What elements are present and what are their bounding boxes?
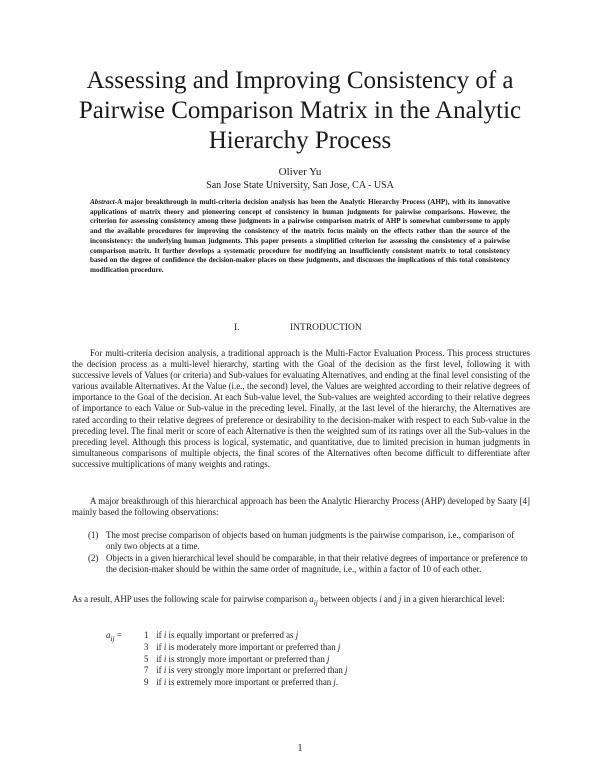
list-item-text: Objects in a given hierarchical level should be comparable, in that their relative degrees of importance or preference to the decision-maker should be within the same order of magnitude, i.e., within a factor of 10 of each other. — [106, 553, 528, 575]
list-item — [72, 553, 530, 575]
section-name: INTRODUCTION — [290, 323, 362, 333]
symbol-i: i — [379, 594, 382, 604]
symbol-j: j — [398, 594, 402, 604]
paper-title: Assessing and Improving Consistency of a Pairwise Comparison Matrix in the Analytic Hierarchy Process — [78, 67, 522, 154]
observations-list — [72, 530, 530, 576]
subscript-ij: ij — [313, 597, 318, 607]
author-affiliation: San Jose State University, San Jose, CA - USA — [206, 180, 394, 191]
author-name: Oliver Yu — [278, 166, 322, 178]
scale-row: 3 if i is moderately more important or preferred than j — [144, 641, 341, 652]
list-marker: (2) — [88, 553, 99, 564]
abstract-text: -A major breakthrough in multi-criteria decision analysis has been the Analytic Hierarchy Process (AHP), with its innovative applications of matrix theory and pioneering concept of consistency in human judgments for pairwise comparisons. However, the criterion for assessing consistency among these judgments in a pairwise comparison matrix of AHP is somewhat cumbersome to apply and the available procedures for improving the consistency of the matrix focus mainly on the effects rather than the source of the inconsistency: the underlying human judgments. This paper presents a simplified criterion for assessing the consistency of a pairwise comparison matrix. It further develops a systematic procedure for modifying an insufficiently consistent matrix to total consistency based on the degree of confidence the decision-maker places on these judgments, and discusses the implications of this total consistency modification procedure. — [90, 198, 510, 274]
scale-rows — [144, 630, 484, 689]
page-number: 1 — [297, 743, 303, 754]
list-marker: (1) — [88, 530, 99, 540]
abstract-lead: Abstract — [90, 198, 115, 206]
list-item-text: The most precise comparison of objects based on human judgments is the pairwise comparison, i.e., comparison of only two objects at a time. — [106, 530, 515, 552]
section-number: I. — [234, 323, 240, 333]
scale-row: 1 if i is equally important or preferred as j — [144, 630, 299, 640]
scale-row: 7 if i is very strongly more important or preferred than j — [144, 665, 348, 676]
scale-lhs: $a_{ij}$ = — [106, 630, 122, 643]
scale-row: 5 if i is strongly more important or preferred than j — [144, 653, 330, 664]
paragraph-2: A major breakthrough of this hierarchical approach has been the Analytic Hierarchy Process (AHP) developed by Saaty [4] mainly based the following observations: — [72, 496, 530, 518]
scale-row: 9 if i is extremely more important or preferred than j. — [144, 677, 339, 688]
symbol-a: a — [309, 594, 314, 604]
list-item — [72, 530, 530, 552]
paragraph-3: As a result, AHP uses the following scale for pairwise comparison $a_{ij}$ between objects i and j in a given hierarchical level: — [72, 594, 505, 607]
abstract — [90, 198, 510, 276]
paragraph-1: For multi-criteria decision analysis, a traditional approach is the Multi-Factor Evaluation Process. This process structures the decision process as a multi-level hierarchy, starting with the Goal of the decision as the first level, following it with successive levels of Values (or criteria) and Sub-values for evaluating Alternatives, and ending at the final level consisting of the various available Alternatives. At the Value (i.e., the second) level, the Values are weighted according to their relative degrees of importance to the Goal of the decision. At each Sub-value level, the Sub-values are weighted according to their relative degrees of importance to each Value or Sub-value in the preceding level. Finally, at the last level of the hierarchy, the Alternatives are rated according to their relative degrees of preference or desirability to the decision-maker with respect to each Sub-value in the preceding level. The final merit or score of each Alternative is then the weighted sum of its ratings over all the Sub-values in the preceding level. Although this process is logical, systematic, and quantitative, due to limited precision in human judgments in simultaneous comparisons of multiple objects, the final scores of the Alternatives often become difficult to differentiate after successive multiplications of many weights and ratings. — [72, 348, 530, 469]
